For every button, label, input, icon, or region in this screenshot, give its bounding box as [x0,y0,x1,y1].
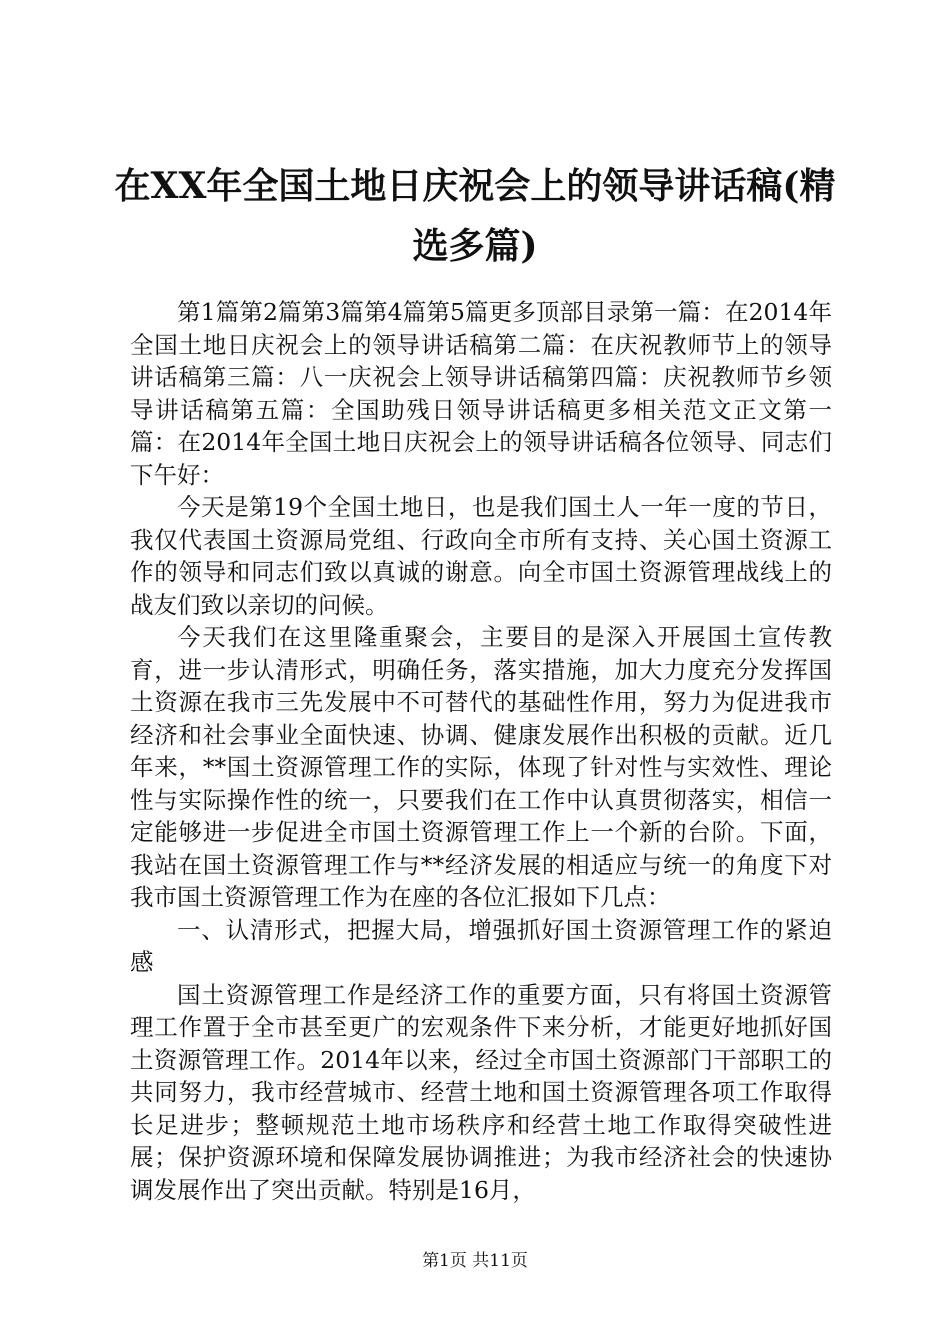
page-number-footer: 第1页 共11页 [422,1251,528,1271]
paragraph-opening: 今天是第19个全国土地日，也是我们国土人一年一度的节日，我仅代表国土资源局党组、行政向全市所有支持、关心国土资源工作的领导和同志们致以真诚的谢意。向全市国土资源管理战线上的战友们致以亲切的问候。 [130,493,832,619]
paragraph-table-of-contents: 第1篇第2篇第3篇第4篇第5篇更多顶部目录第一篇：在2014年全国土地日庆祝会上的领导讲话稿第二篇：在庆祝教师节上的领导讲话稿第三篇：八一庆祝会上领导讲话稿第四篇：庆祝教师节乡领导讲话稿第五篇：全国助残日领导讲话稿更多相关范文正文第一篇：在2014年全国土地日庆祝会上的领导讲话稿各位领导、同志们下午好： [130,298,832,489]
section-heading-one: 一、认清形式，把握大局，增强抓好国土资源管理工作的紧迫感 [130,915,832,976]
paragraph-section-one: 国土资源管理工作是经济工作的重要方面，只有将国土资源管理工作置于全市甚至更广的宏观条件下来分析，才能更好地抓好国土资源管理工作。2014年以来，经过全市国土资源部门干部职工的共同努力，我市经营城市、经营土地和国土资源管理各项工作取得长足进步；整顿规范土地市场秩序和经营土地工作取得突破性进展；保护资源环境和保障发展协调推进；为我市经济社会的快速协调发展作出了突出贡献。特别是16月， [130,980,832,1204]
document-body [130,296,832,1206]
paragraph-purpose: 今天我们在这里隆重聚会，主要目的是深入开展国土宣传教育，进一步认清形式，明确任务，落实措施，加大力度充分发挥国土资源在我市三先发展中不可替代的基础性作用，努力为促进我市经济和社会事业全面快速、协调、健康发展作出积极的贡献。近几年来，**国土资源管理工作的实际，体现了针对性与实效性、理论性与实际操作性的统一，只要我们在工作中认真贯彻落实，相信一定能够进一步促进全市国土资源管理工作上一个新的台阶。下面，我站在国土资源管理工作与**经济发展的相适应与统一的角度下对我市国土资源管理工作为在座的各位汇报如下几点： [130,623,832,911]
document-title: 在XX年全国土地日庆祝会上的领导讲话稿(精选多篇) [114,165,836,267]
